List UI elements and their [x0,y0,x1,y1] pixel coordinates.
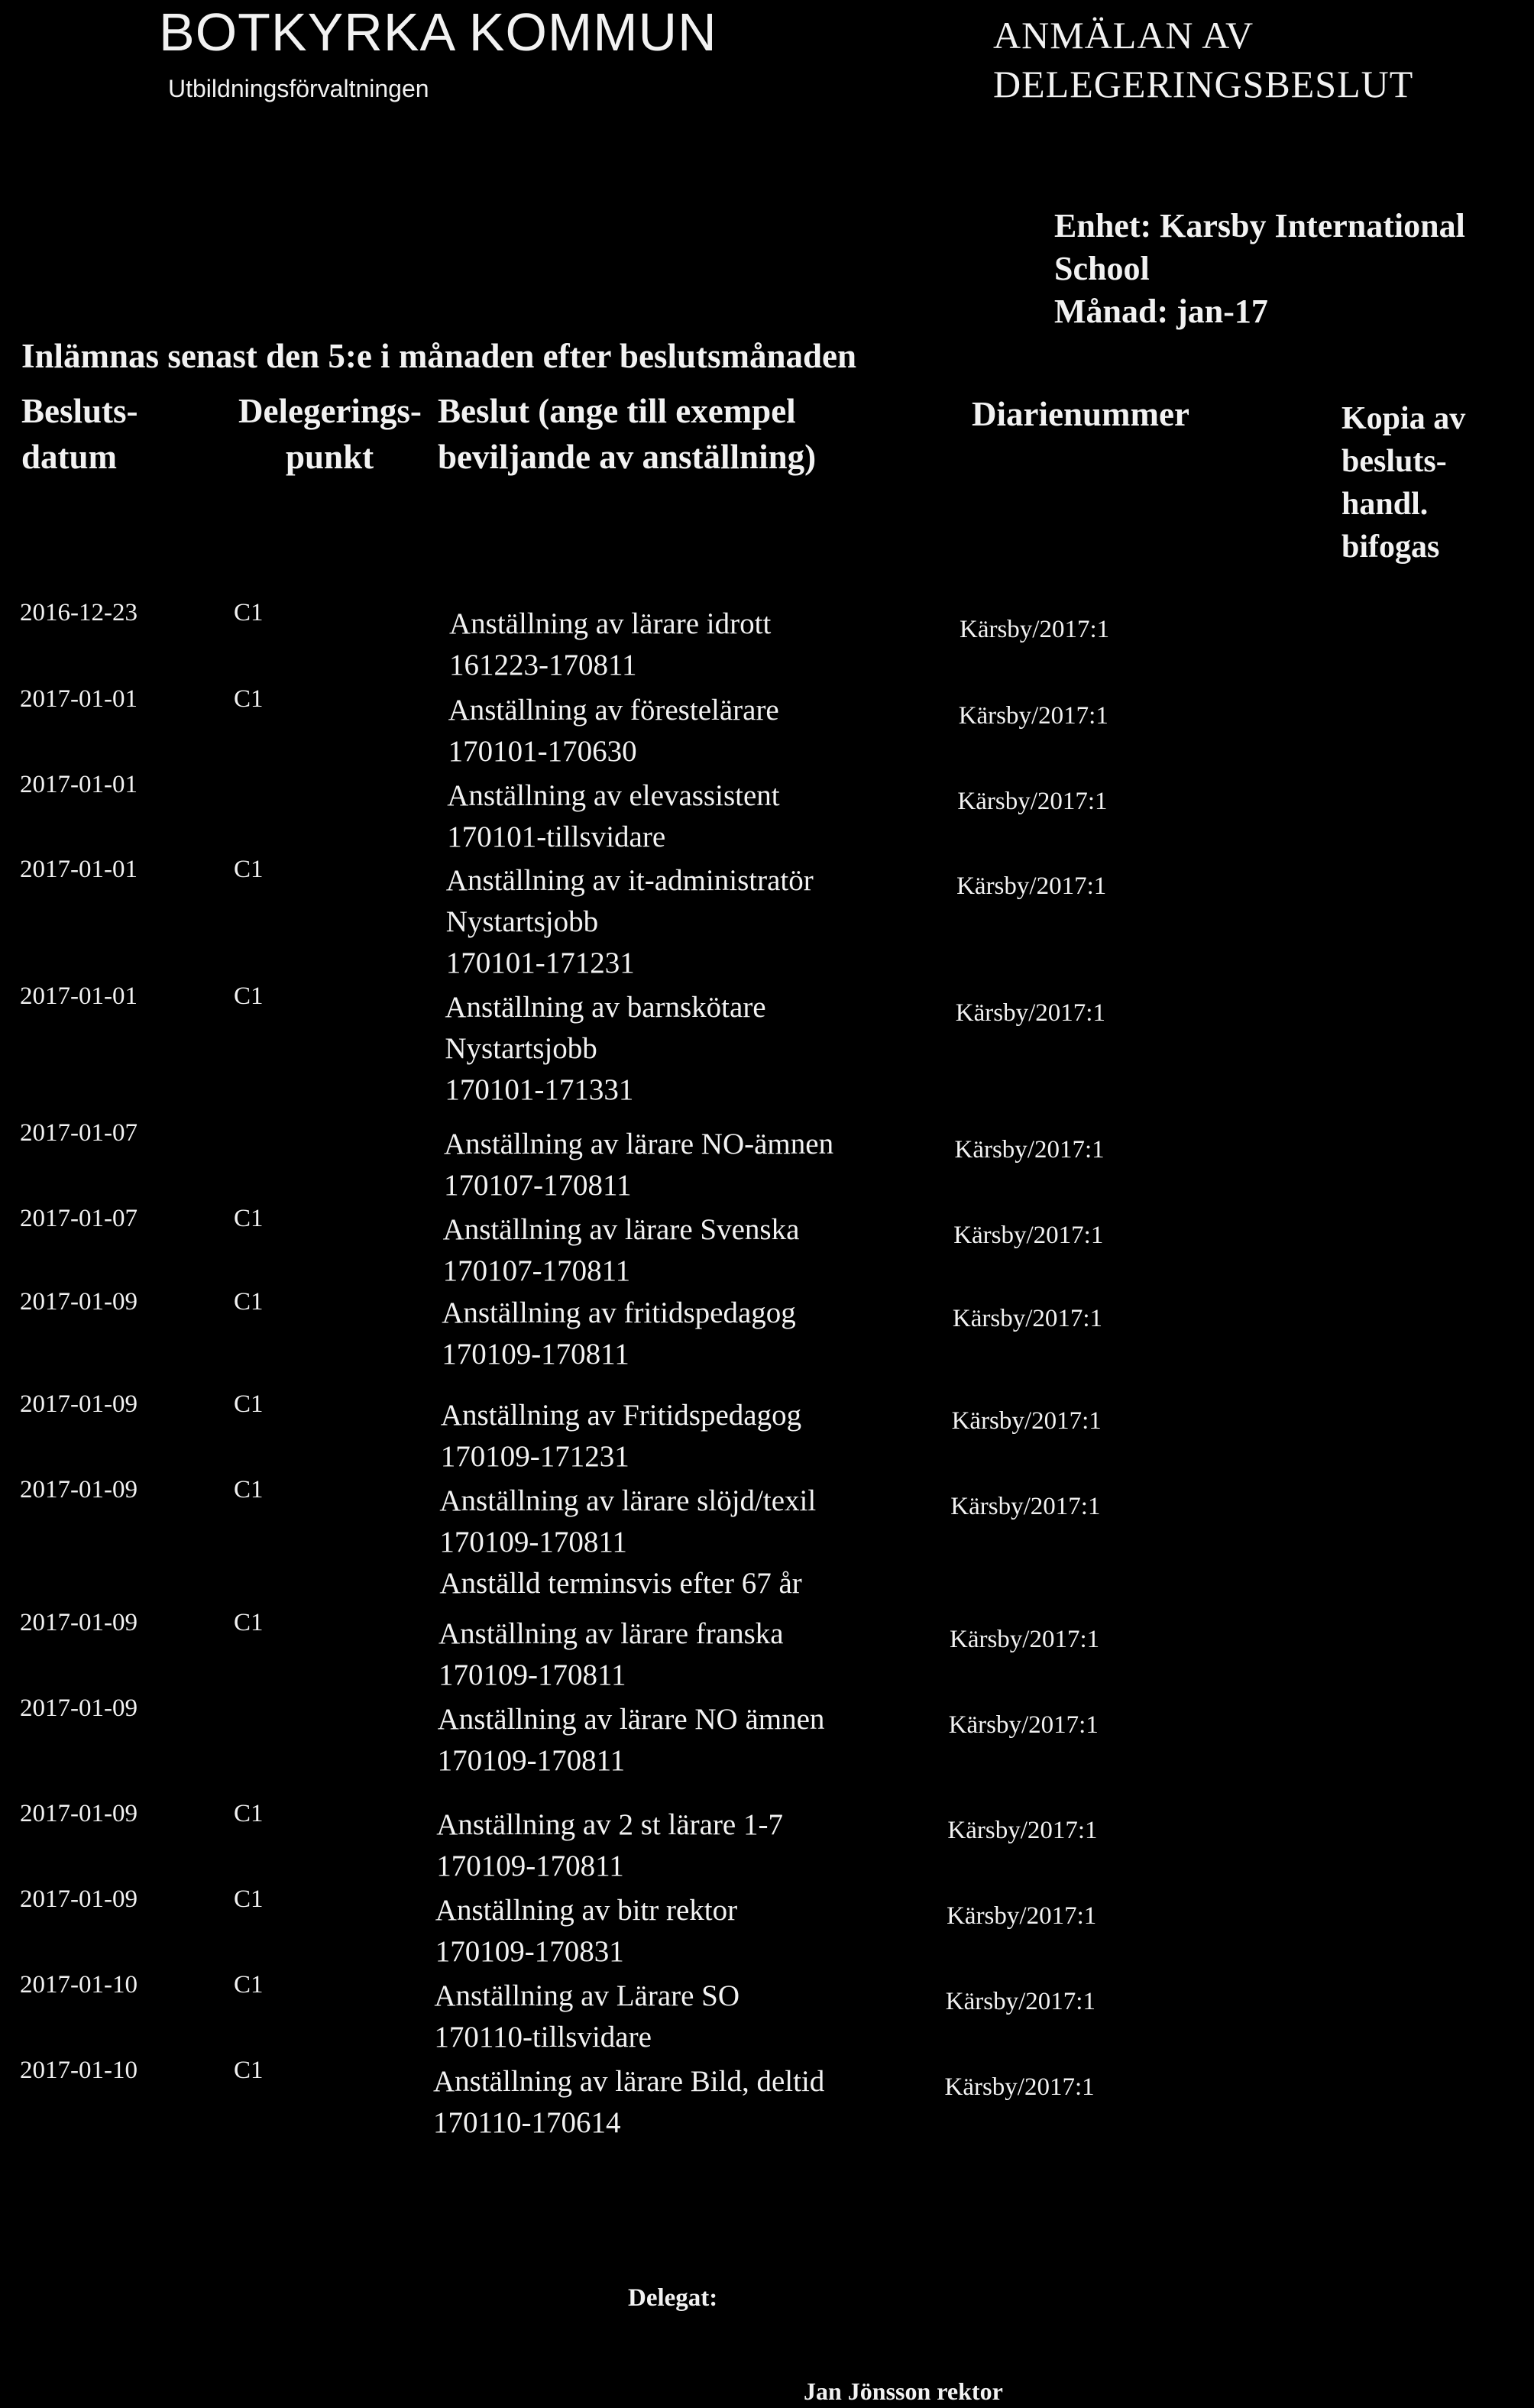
row-decision-line: Anställning av lärare franska [439,1617,784,1650]
row-decision-date: 2017-01-09 [20,1885,138,1913]
header-delegation-point-line-1: Delegerings- [238,392,422,430]
row-decision-line: Anställning av lärare NO ämnen [437,1703,825,1736]
row-decision-date: 2017-01-10 [20,2057,138,2084]
header-delegation-point [238,388,422,480]
row-delegation-point: C1 [234,1971,264,1999]
row-diary-number: Kärsby/2017:1 [950,1626,1100,1653]
row-decision-line: Anställning av lärare Bild, deltid [433,2065,825,2098]
row-decision-text [443,1209,800,1292]
row-diary-number: Kärsby/2017:1 [944,2073,1095,2101]
row-decision-line: Anställning av lärare NO-ämnen [444,1128,834,1160]
header-diary-number: Diarienummer [972,395,1189,433]
row-delegation-point: C1 [234,1476,264,1503]
row-diary-number: Kärsby/2017:1 [953,1222,1104,1249]
row-decision-line: Anställning av lärare Svenska [442,1213,800,1246]
header-copy-line-1: Kopia av [1341,401,1466,436]
row-decision-line: Anställning av Lärare SO [434,1979,740,2012]
row-decision-date: 2017-01-09 [20,1609,138,1636]
row-decision-text [439,1613,784,1696]
row-decision-date: 2017-01-01 [20,771,138,798]
organization-name: BOTKYRKA KOMMUN [159,2,717,62]
header-copy-line-3: handl. [1341,487,1429,522]
header-delegation-point-line-2: punkt [286,438,374,476]
row-diary-number: Kärsby/2017:1 [955,999,1105,1027]
header-copy-attached [1341,397,1465,568]
header-decision-line-1: Beslut (ange till exempel [438,392,796,430]
header-copy-line-4: bifogas [1341,529,1440,565]
row-delegation-point: C1 [234,1800,264,1827]
row-decision-date: 2017-01-07 [20,1119,138,1147]
row-decision-text [434,1976,739,2058]
unit-info [1054,205,1465,333]
row-decision-date: 2017-01-09 [20,1476,138,1503]
row-delegation-point: C1 [234,982,264,1010]
row-decision-text [438,1699,825,1782]
row-decision-line: 170109-170811 [442,1338,629,1371]
row-decision-line: 170101-tillsvidare [447,820,666,853]
row-decision-text [433,2061,824,2144]
row-decision-line: Nystartsjobb [445,1032,597,1065]
row-decision-line: Anställning av 2 st lärare 1-7 [436,1808,783,1841]
row-decision-text [436,1804,783,1887]
row-diary-number: Kärsby/2017:1 [956,872,1107,900]
row-decision-line: Anställning av it-administratör [445,864,814,897]
row-decision-date: 2017-01-09 [20,1390,138,1418]
row-delegation-point: C1 [234,1288,264,1316]
row-decision-text [439,1481,816,1604]
row-diary-number: Kärsby/2017:1 [954,1136,1105,1164]
row-decision-line: 170109-170811 [439,1526,627,1558]
row-decision-line: Anställd terminsvis efter 67 år [439,1567,802,1600]
row-decision-line: Anställning av elevassistent [447,779,780,812]
row-decision-text [444,1124,833,1206]
submission-deadline: Inlämnas senast den 5:e i månaden efter beslutsmånaden [21,337,857,375]
row-decision-date: 2017-01-09 [20,1288,138,1316]
row-decision-text [447,775,779,858]
row-decision-line: 170109-170811 [437,1744,626,1777]
row-diary-number: Kärsby/2017:1 [958,702,1108,730]
row-delegation-point: C1 [234,599,264,626]
row-diary-number: Kärsby/2017:1 [947,1902,1097,1930]
document-title-line-2: DELEGERINGSBESLUT [993,63,1414,105]
row-diary-number: Kärsby/2017:1 [947,1817,1098,1844]
row-decision-line: Anställning av Fritidspedagog [440,1399,802,1432]
row-decision-line: 170101-170630 [448,735,637,768]
row-delegation-point: C1 [234,1885,264,1913]
row-decision-line: 170107-170811 [442,1254,631,1287]
row-decision-line: Anställning av fritidspedagog [442,1296,796,1329]
row-decision-text [442,1293,796,1375]
row-decision-line: 161223-170811 [449,649,637,681]
row-decision-text [448,690,779,772]
row-delegation-point: C1 [234,1609,264,1636]
row-decision-line: Anställning av barnskötare [445,991,766,1024]
row-decision-date: 2017-01-09 [20,1694,138,1722]
row-decision-line: 170101-171331 [445,1073,634,1106]
row-diary-number: Kärsby/2017:1 [952,1305,1103,1332]
row-decision-line: Anställning av förestelärare [448,694,779,727]
report-month: Månad: jan-17 [1054,293,1268,330]
row-delegation-point: C1 [234,2057,264,2084]
row-decision-text [441,1395,801,1477]
document-title [993,11,1413,108]
signer-name: Jan Jönsson rektor [804,2377,1003,2405]
row-decision-date: 2016-12-23 [20,599,138,626]
row-decision-text [435,1890,737,1973]
header-decision-date-line-1: Besluts- [21,392,138,430]
row-diary-number: Kärsby/2017:1 [951,1407,1102,1435]
unit-name-line-1: Enhet: Karsby International [1054,207,1465,244]
row-delegation-point: C1 [234,856,264,883]
row-decision-line: Anställning av lärare slöjd/texil [439,1484,817,1517]
row-decision-date: 2017-01-01 [20,856,138,883]
row-decision-line: 170109-171231 [440,1440,629,1473]
unit-name-line-2: School [1054,250,1150,287]
row-decision-line: 170101-171231 [445,947,635,979]
document-title-line-1: ANMÄLAN AV [993,14,1254,57]
row-decision-date: 2017-01-01 [20,685,138,713]
row-decision-text [446,860,814,984]
row-decision-line: 170109-170811 [436,1850,624,1882]
row-diary-number: Kärsby/2017:1 [950,1493,1101,1520]
header-decision-line-2: beviljande av anställning) [438,438,817,476]
row-diary-number: Kärsby/2017:1 [945,1988,1095,2015]
header-copy-line-2: besluts- [1341,444,1447,479]
row-decision-line: 170109-170811 [439,1659,626,1691]
row-diary-number: Kärsby/2017:1 [948,1711,1099,1739]
row-decision-line: 170110-170614 [433,2106,621,2139]
row-decision-date: 2017-01-09 [20,1800,138,1827]
row-decision-date: 2017-01-07 [20,1205,138,1232]
row-decision-line: Anställning av lärare idrott [449,607,772,640]
row-delegation-point: C1 [234,1205,264,1232]
row-decision-date: 2017-01-10 [20,1971,138,1999]
row-diary-number: Kärsby/2017:1 [957,788,1108,815]
row-decision-text [445,987,765,1111]
row-decision-text [449,604,771,686]
row-decision-line: Nystartsjobb [445,905,599,938]
department-name: Utbildningsförvaltningen [168,75,429,102]
row-decision-line: 170110-tillsvidare [434,2021,652,2054]
header-decision-date [21,388,138,480]
row-decision-line: Anställning av bitr rektor [435,1894,738,1927]
delegat-label: Delegat: [628,2284,718,2312]
row-delegation-point: C1 [234,1390,264,1418]
row-decision-line: 170107-170811 [444,1169,632,1202]
row-delegation-point: C1 [234,685,264,713]
header-decision [438,388,816,480]
row-decision-line: 170109-170831 [435,1935,624,1968]
row-diary-number: Kärsby/2017:1 [960,616,1110,643]
header-decision-date-line-2: datum [21,438,118,476]
row-decision-date: 2017-01-01 [20,982,138,1010]
